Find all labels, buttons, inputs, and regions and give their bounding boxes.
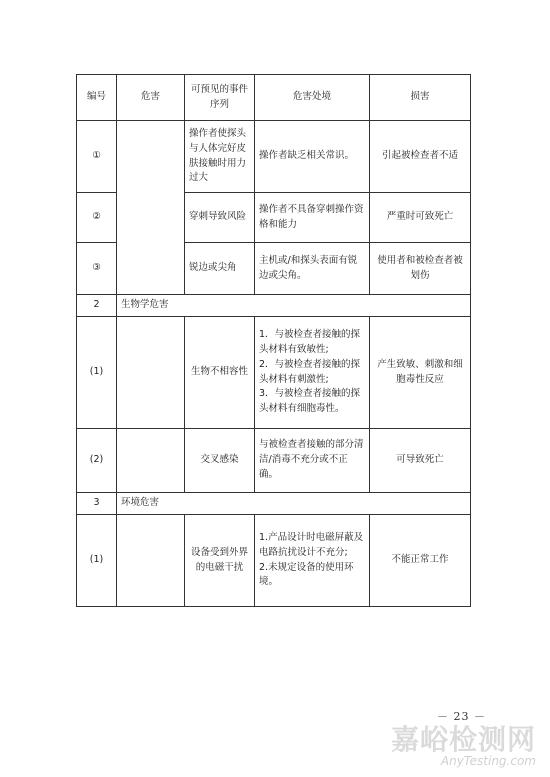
situation-line: 2.未规定设备的使用环境。: [259, 561, 354, 588]
row-sequence: 生物不相容性: [185, 317, 255, 429]
header-situation: 危害处境: [255, 75, 370, 121]
section-title: 生物学危害: [117, 295, 471, 317]
page-number: － 23 －: [437, 710, 486, 723]
row-id: ③: [77, 243, 117, 295]
situation-line: 1.产品设计时电磁屏蔽及电路抗扰设计不充分;: [259, 532, 364, 558]
situation-line: 2．与被检查者接触的探头材料有刺激性;: [259, 358, 361, 385]
header-id: 编号: [77, 75, 117, 121]
row-id: ②: [77, 193, 117, 243]
row-hazard: [117, 121, 185, 295]
row-id: (1): [77, 317, 117, 429]
row-situation: [255, 317, 370, 429]
table-row: [77, 317, 471, 429]
section-number: 3: [77, 493, 117, 515]
section-title: 环境危害: [117, 493, 471, 515]
row-hazard: [117, 429, 185, 493]
row-id: (2): [77, 429, 117, 493]
header-hazard: 危害: [117, 75, 185, 121]
row-situation: 与被检查者接触的部分清洁/消毒不充分或不正确。: [255, 429, 370, 493]
row-hazard: [117, 515, 185, 607]
row-harm: 使用者和被检查者被划伤: [370, 243, 471, 295]
section-row: [77, 493, 471, 515]
hazard-table: [76, 74, 471, 607]
table-row: [77, 515, 471, 607]
table-header-row: [77, 75, 471, 121]
row-hazard: [117, 317, 185, 429]
row-harm: 引起被检查者不适: [370, 121, 471, 193]
row-situation: 操作者不具备穿刺操作资格和能力: [255, 193, 370, 243]
row-sequence: 设备受到外界的电磁干扰: [185, 515, 255, 607]
row-harm: 产生致敏、刺激和细胞毒性反应: [370, 317, 471, 429]
row-situation: 操作者缺乏相关常识。: [255, 121, 370, 193]
row-harm: 严重时可致死亡: [370, 193, 471, 243]
row-harm: 不能正常工作: [370, 515, 471, 607]
row-sequence: 穿刺导致风险: [185, 193, 255, 243]
row-situation: 主机或/和探头表面有锐边或尖角。: [255, 243, 370, 295]
row-situation: [255, 515, 370, 607]
header-sequence: 可预见的事件序列: [185, 75, 255, 121]
row-id: ①: [77, 121, 117, 193]
table-row: [77, 429, 471, 493]
section-number: 2: [77, 295, 117, 317]
table-row: [77, 121, 471, 193]
row-harm: 可导致死亡: [370, 429, 471, 493]
row-sequence: 锐边或尖角: [185, 243, 255, 295]
section-row: [77, 295, 471, 317]
situation-line: 1．与被检查者接触的探头材料有致敏性;: [259, 329, 361, 356]
header-harm: 损害: [370, 75, 471, 121]
row-id: (1): [77, 515, 117, 607]
row-sequence: 操作者使探头与人体完好皮肤接触时用力过大: [185, 121, 255, 193]
situation-line: 3．与被检查者接触的探头材料有细胞毒性。: [259, 388, 361, 414]
row-sequence: 交叉感染: [185, 429, 255, 493]
watermark-subtext: AnyTesting.com: [440, 754, 536, 768]
watermark-logo: [391, 718, 536, 768]
watermark-text: 嘉峪检测网: [390, 723, 536, 756]
